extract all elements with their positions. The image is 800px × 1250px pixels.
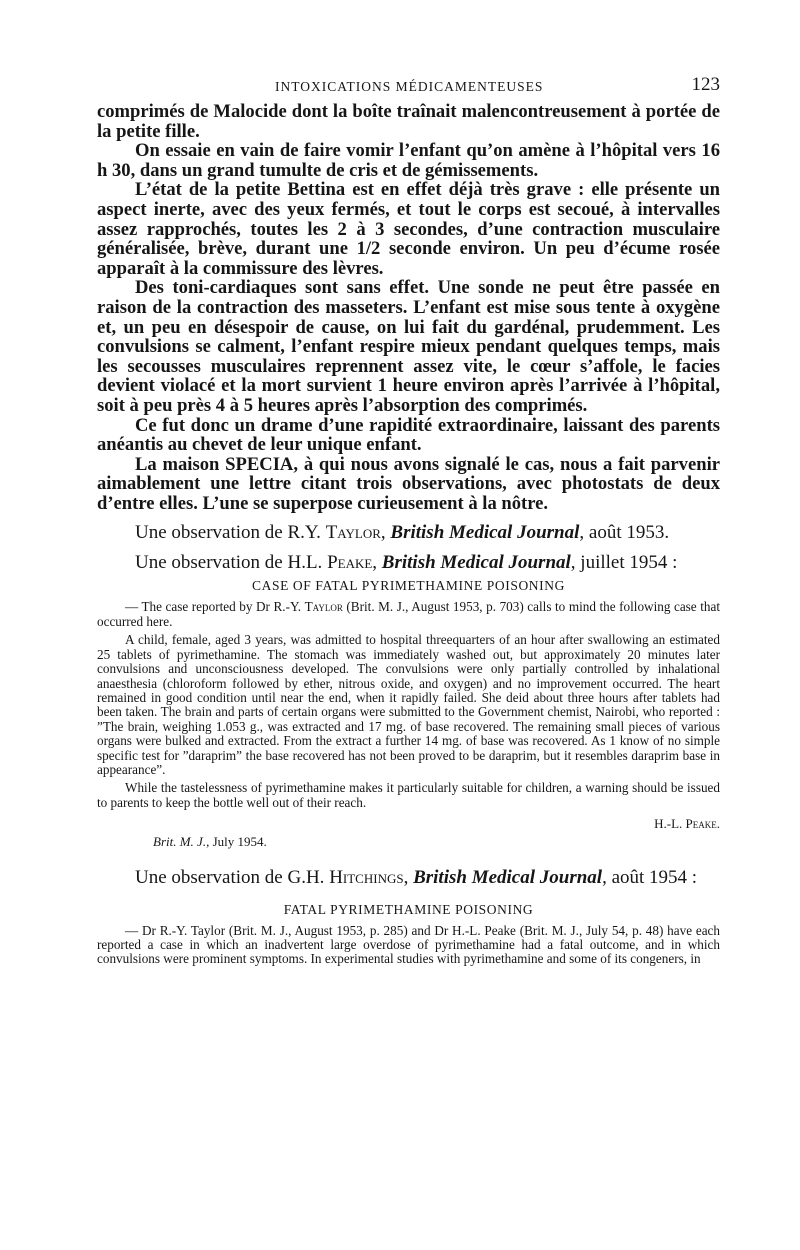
page-number: 123 (691, 74, 720, 95)
letter-body: A child, female, aged 3 years, was admitted to hospital threequarters of an hour after swallowing an estimated 25 tablets of pyrimethamine. The stomach was immediately washed out, but approximately 20 minutes later convulsions and unconsciousness developed. The convulsions were only partially controlled by inhalational anaesthesia (chloroform followed by ether, nitrous oxide, and oxygen) and no improvement occurred. The heart remained in good condition until near the end, when it rapidly failed. She deid about three hours after tablets had been taken. The brain and parts of certain organs were submitted to the Government chemist, Nairobi, who reported : ”The brain, weighing 1.053 g., was extracted and 17 mg. of base recovered. The remaining small pieces of various organs were bulked and extracted. From the extract a further 14 mg. of base was recovered. As 1 know of no simple specific test for ”daraprim” the base recovered has not been proved to be daraprim, but it resembles daraprim base in appearance”. (97, 632, 720, 777)
journal-name: British Medical Journal (390, 522, 580, 544)
publication-date: août 1954 : (611, 867, 698, 889)
quoted-letter (97, 578, 720, 850)
letter-intro: — The case reported by Dr R.-Y. Taylor (Brit. M. J., August 1953, p. 703) calls to mind the following case that occurred here. (97, 599, 720, 629)
paragraph: Des toni-cardiaques sont sans effet. Une sonde ne peut être passée en raison de la contraction des masseters. L’enfant est mise sous tente à oxygène et, un peu en désespoir de cause, on lui fait du gardénal, prudemment. Les convulsions se calment, l’enfant respire mieux pendant quelques temps, mais les secousses musculaires reprennent assez vite, le cœur s’affole, le facies devient violacé et la mort survient 1 heure environ après l’arrivée à l’hôpital, soit à peu près 4 à 5 heures après l’absorption des comprimés. (97, 277, 720, 416)
paragraph: La maison SPECIA, à qui nous avons signalé le cas, nous a fait parvenir aimablement une lettre citant trois observations, avec photostats de deux d’entre elles. L’une se superpose curieusement à la nôtre. (97, 453, 720, 514)
running-title: INTOXICATIONS MÉDICAMENTEUSES (275, 79, 544, 94)
body-text (97, 102, 720, 513)
paragraph: comprimés de Malocide dont la boîte traînait malencontreusement à portée de la petite fille. (97, 101, 720, 142)
author-name: Hitchings (329, 867, 404, 889)
journal-name: British Medical Journal (413, 867, 603, 889)
letter-title: CASE OF FATAL PYRIMETHAMINE POISONING (252, 578, 565, 594)
letter-closing: While the tastelessness of pyrimethamine makes it particularly suitable for children, a warning should be issued to parents to keep the bottle well out of their reach. (97, 780, 720, 810)
observation-reference: Une observation de H.L. Peake, British Medical Journal, juillet 1954 : (135, 551, 678, 573)
author-name: Taylor (325, 522, 381, 544)
paragraph: L’état de la petite Bettina est en effet déjà très grave : elle présente un aspect inerte, avec des yeux fermés, et tout le corps est secoué, à intervalles assez rapprochés, toutes les 2 à 3 secondes, d’une contraction musculaire généralisée, brève, durant une 1/2 seconde environ. Un peu d’écume rosée apparaît à la commissure des lèvres. (97, 179, 720, 279)
paragraph: Ce fut donc un drame d’une rapidité extraordinaire, laissant des parents anéantis au chevet de leur unique enfant. (97, 414, 720, 456)
journal-name: British Medical Journal (381, 551, 571, 573)
observation-reference: Une observation de R.Y. Taylor, British Medical Journal, août 1953. (135, 522, 670, 544)
paragraph: On essaie en vain de faire vomir l’enfant qu’on amène à l’hôpital vers 16 h 30, dans un grand tumulte de cris et de gémissements. (97, 140, 720, 181)
page-header (97, 72, 720, 102)
publication-date: août 1953. (588, 522, 670, 544)
letter-body: — Dr R.-Y. Taylor (Brit. M. J., August 1953, p. 285) and Dr H.-L. Peake (Brit. M. J., July 54, p. 48) have each reported a case in which an inadvertent large overdose of pyrimethamine had a fatal outcome, and in which convulsions were prominent symptoms. In experimental studies with pyrimethamine and some of its congeners, in (97, 922, 720, 967)
letter-signature: H.-L. Peake. (654, 816, 720, 832)
quoted-letter (97, 902, 720, 967)
author-name: Peake (327, 551, 373, 573)
publication-date: juillet 1954 : (580, 551, 678, 573)
observation-reference: Une observation de G.H. Hitchings, British Medical Journal, août 1954 : (135, 867, 698, 889)
letter-title: FATAL PYRIMETHAMINE POISONING (283, 901, 534, 917)
letter-source: Brit. M. J., July 1954. (153, 834, 267, 850)
page (97, 72, 720, 967)
